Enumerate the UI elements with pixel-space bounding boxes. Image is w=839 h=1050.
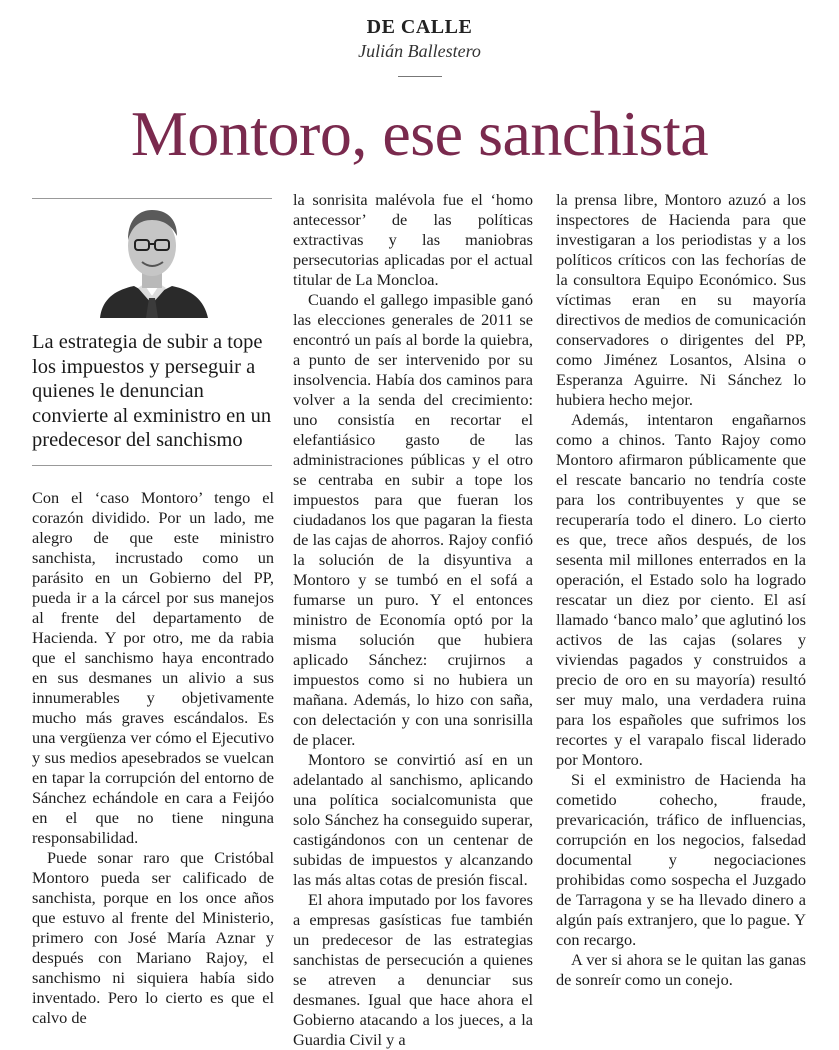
paragraph: Si el exministro de Hacienda ha cometido cohecho, fraude, prevaricación, tráfico de influencias, corrupción en los negocios, falsedad documental y negociaciones prohibidas como sospecha el Juzgado de Tarragona y se ha llevado dinero a algún país extranjero, que lo pague. Y con recargo. [556, 770, 806, 949]
paragraph: Puede sonar raro que Cristóbal Montoro pueda ser calificado de sanchista, porque en los once años que estuvo al frente del Ministerio, primero con José María Aznar y después con Mariano Rajoy, el sanchismo ni siquiera había sido inventado. Pero lo cierto es que el calvo de [32, 848, 274, 1027]
paragraph: A ver si ahora se le quitan las ganas de sonreír como un conejo. [556, 950, 806, 989]
lede-summary: La estrategia de subir a tope los impuestos y perseguir a quienes le denuncian convierte al exministro en un predecesor del sanchismo [32, 331, 272, 451]
paragraph: Con el ‘caso Montoro’ tengo el corazón dividido. Por un lado, me alegro de que este ministro sanchista, incrustado como un parásito en un Gobierno del PP, pueda ir a la cárcel por sus manejos al frente del departamento de Hacienda. Y por otro, me da rabia que el sanchismo haya encontrado en sus desmanes un alivio a sus innumerables y objetivamente mucho más graves escándalos. Es una vergüenza ver cómo el Ejecutivo y sus medios apesebrados se vuelcan en tapar la corrupción del entorno de Sánchez echándole en cara a Feijóo en el que no tiene ninguna responsabilidad. [32, 488, 274, 847]
author-portrait-icon [32, 200, 272, 318]
paragraph: Cuando el gallego impasible ganó las elecciones generales de 2011 se encontró un país al borde la quiebra, a punto de ser intervenido por su insolvencia. Había dos caminos para volver a la senda del crecimiento: uno consistía en recortar el elefantiásico gasto de las administraciones públicas y el otro se centraba en subir a tope los impuestos para que fueran los ciudadanos los que pagaran la fiesta de las cajas de ahorros. Rajoy confió la solución de la disyuntiva a Montoro y se tumbó en el sofá a fumarse un puro. Y el entonces ministro de Economía optó por la misma solución que hubiera aplicado Sánchez: crujirnos a impuestos como si no hubiera un mañana. Además, lo hizo con saña, con delectación y con una sonrisilla de placer. [293, 290, 533, 749]
article-column-1 [32, 488, 274, 1028]
author-byline: Julián Ballestero [358, 41, 481, 61]
article-column-2 [293, 190, 533, 1050]
photo-top-divider [32, 198, 272, 199]
lede-divider [32, 465, 272, 466]
section-label: DE CALLE [366, 16, 473, 38]
paragraph: la prensa libre, Montoro azuzó a los inspectores de Hacienda para que investigaran a los periodistas y a los políticos críticos con las fechorías de la consultora Equipo Económico. Sus víctimas eran en su mayoría directivos de medios de comunicación conservadores o dirigentes del PP, como Jiménez Losantos, Alsina o Esperanza Aguirre. Ni Sánchez lo hubiera hecho mejor. [556, 190, 806, 409]
byline-divider [398, 76, 442, 77]
article-column-3 [556, 190, 806, 990]
paragraph: El ahora imputado por los favores a empresas gasísticas fue también un predecesor de las estrategias sanchistas de persecución a quienes se atreven a denunciar sus desmanes. Igual que hace ahora el Gobierno atacando a los jueces, a la Guardia Civil y a [293, 890, 533, 1049]
author-photo [32, 200, 272, 318]
headline: Montoro, ese sanchista [130, 98, 709, 169]
paragraph: Montoro se convirtió así en un adelantado al sanchismo, aplicando una política socialcomunista que solo Sánchez ha conseguido superar, castigándonos con un centenar de subidas de impuestos y alcanzando las más altas cotas de presión fiscal. [293, 750, 533, 889]
paragraph: la sonrisita malévola fue el ‘homo antecessor’ de las políticas extractivas y las maniobras persecutorias aplicadas por el actual titular de La Moncloa. [293, 190, 533, 289]
paragraph: Además, intentaron engañarnos como a chinos. Tanto Rajoy como Montoro afirmaron públicamente que el rescate bancario no tendría coste para los contribuyentes y que se recuperaría todo el dinero. Lo cierto es que, trece años después, de los sesenta mil millones enterrados en la operación, el Estado solo ha logrado rescatar un diez por ciento. El así llamado ‘banco malo’ que aglutinó los activos de las cajas (solares y viviendas pagados y construidos a precio de oro en su mayoría) resultó ser muy malo, una verdadera ruina para los españoles que sufrimos los recortes y el varapalo fiscal liderado por Montoro. [556, 410, 806, 769]
